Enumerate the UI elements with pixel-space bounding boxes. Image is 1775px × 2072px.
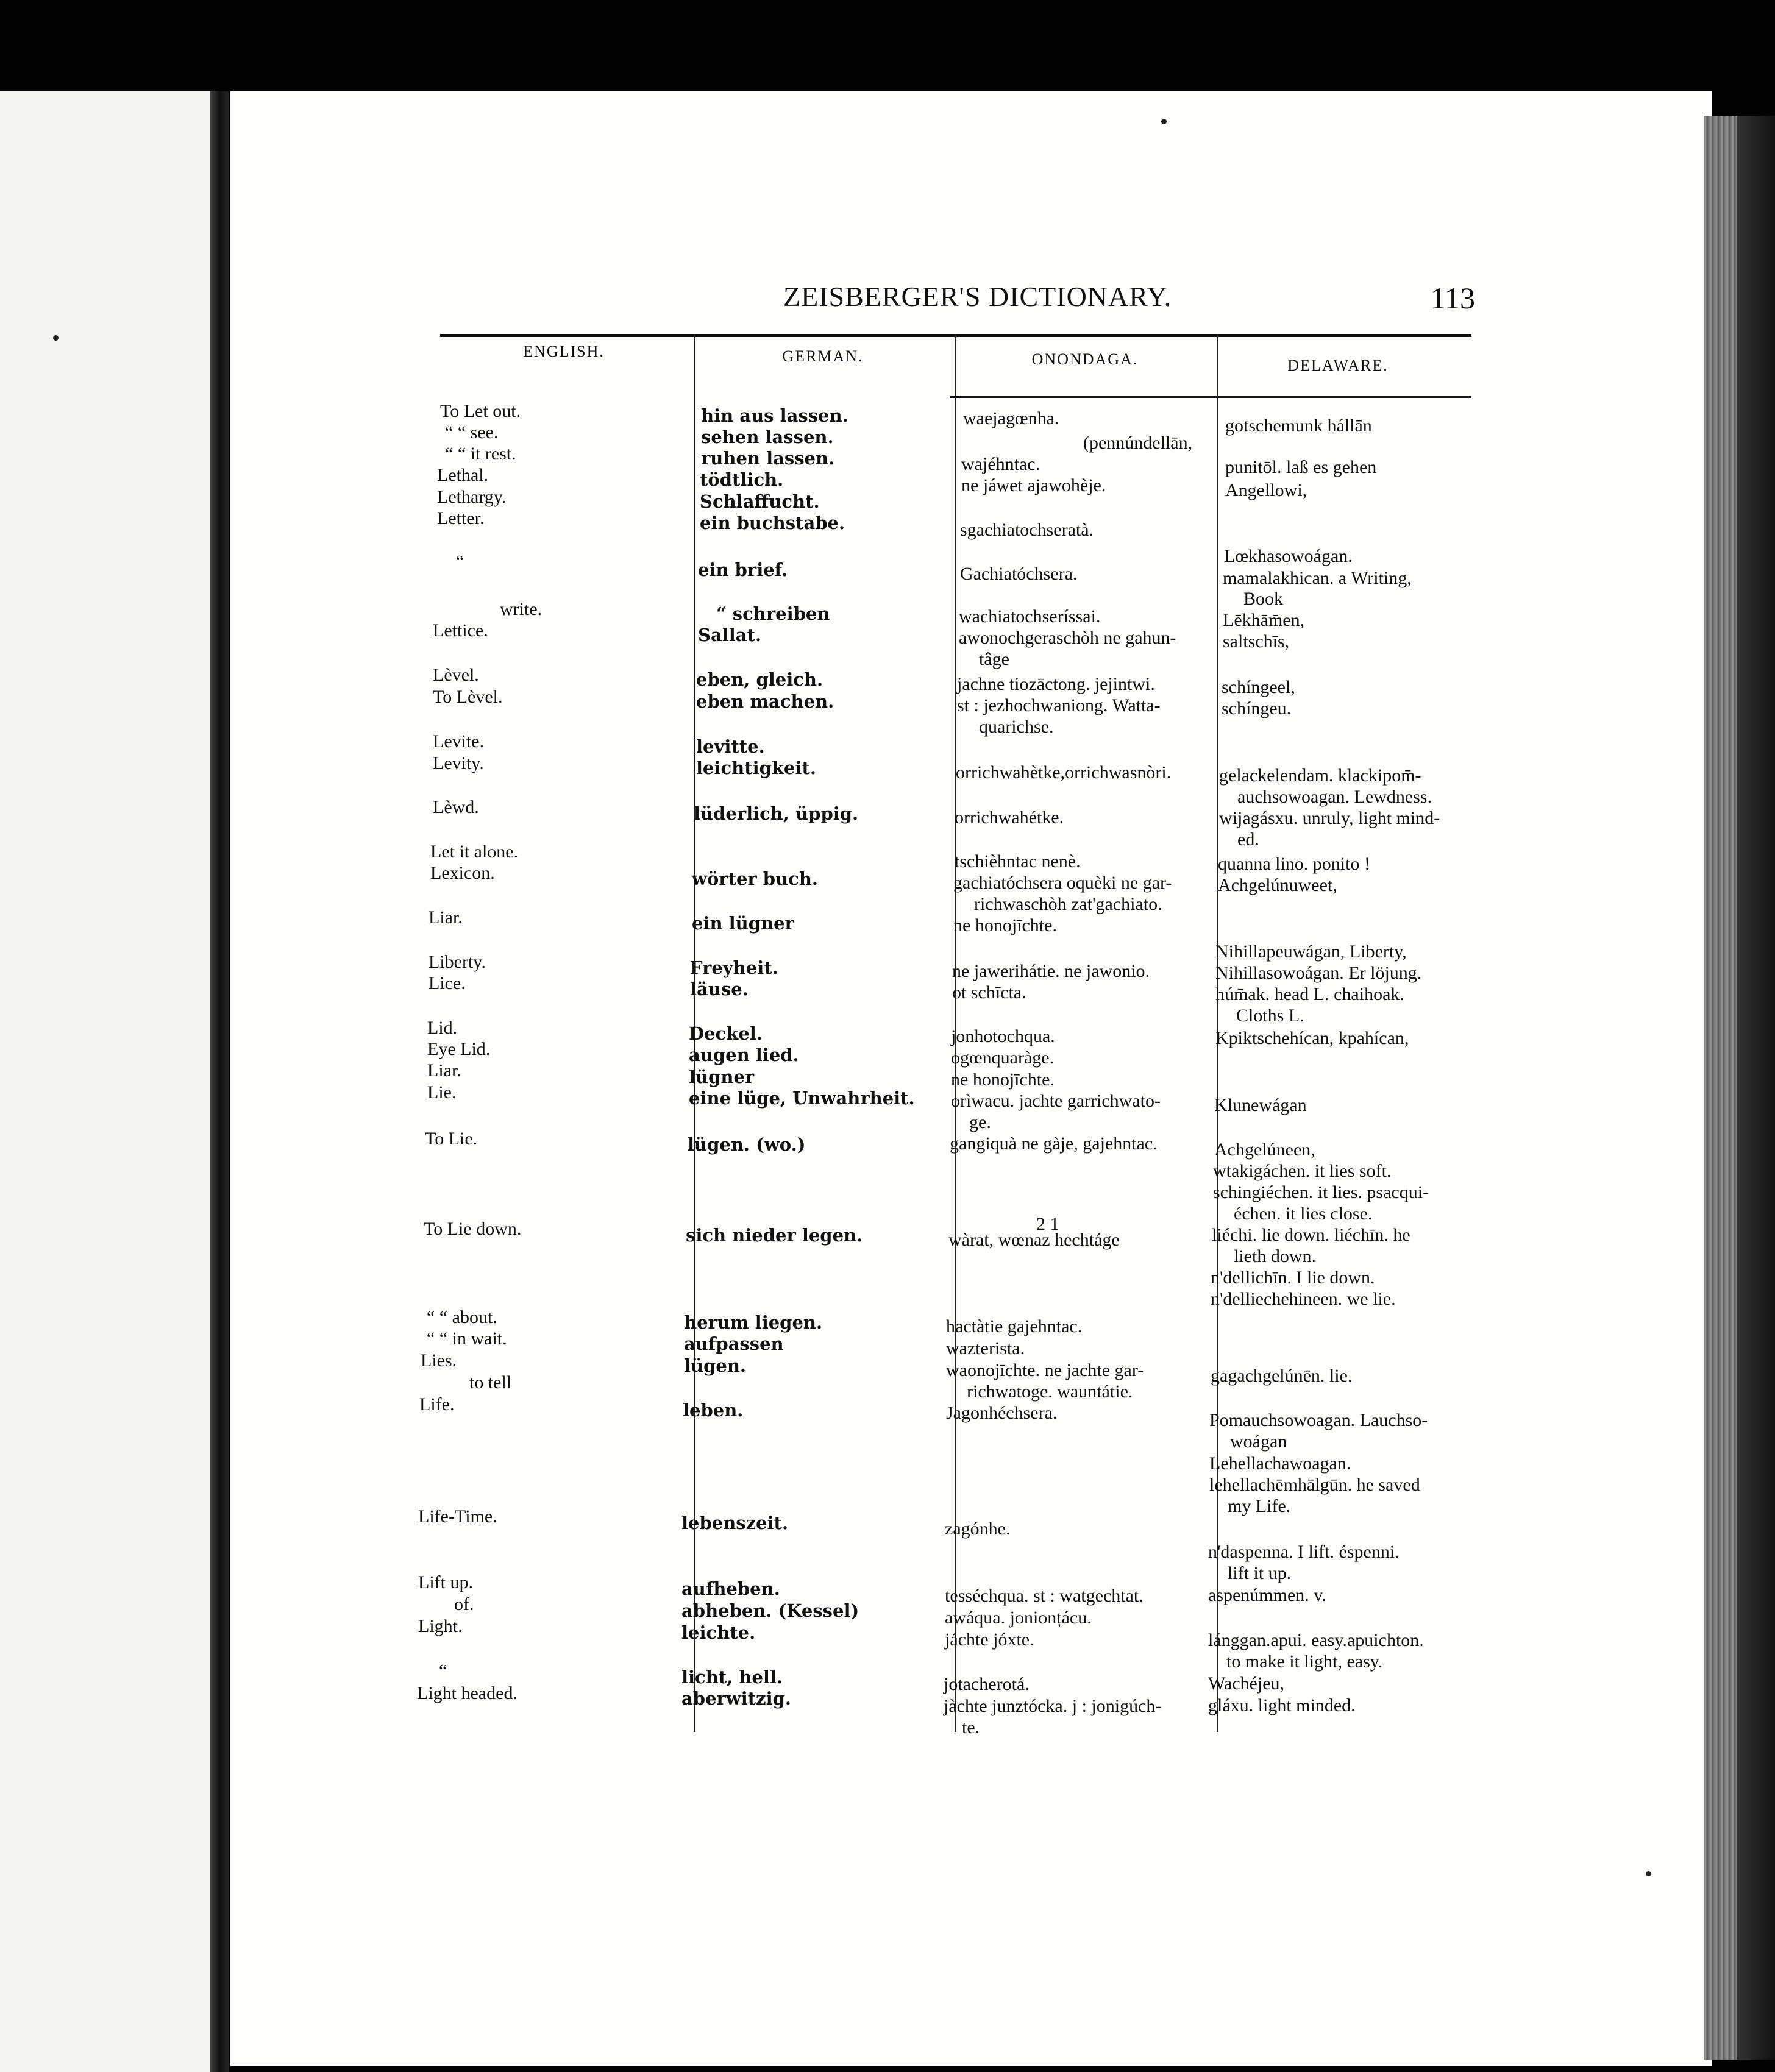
page-number: 113 — [1430, 281, 1475, 315]
entry-onon: st : jezhochwaniong. Watta- — [957, 695, 1161, 715]
entry-onon: tschièhntac nenè. — [955, 851, 1081, 871]
entry-onon: waejagœnha. — [963, 408, 1059, 428]
entry-dela: schíngeel, — [1222, 677, 1295, 697]
entry-german: eine lüge, Unwahrheit. — [689, 1088, 915, 1109]
entry-english: Lèwd. — [433, 797, 479, 817]
entry-onon: jachne tiozāctong. jejintwi. — [957, 674, 1155, 694]
entry-english: “ “ it rest. — [445, 444, 516, 464]
entry-english: “ “ about. — [427, 1307, 497, 1327]
entry-english: Life-Time. — [418, 1506, 497, 1527]
entry-english: to tell — [469, 1372, 512, 1393]
entry-german: sich nieder legen. — [686, 1225, 863, 1246]
entry-dela: gelackelendam. klackipom̄- — [1219, 765, 1421, 786]
entry-dela: Pomauchsowoagan. Lauchso- — [1209, 1410, 1428, 1430]
entry-dela: gotschemunk hállān — [1225, 416, 1372, 436]
entry-dela: to make it light, easy. — [1226, 1652, 1383, 1672]
entry-onon: awáqua. jonionțácu. — [945, 1608, 1092, 1628]
entry-german: ruhen lassen. — [701, 448, 835, 469]
entry-german: lügen. (wo.) — [688, 1134, 806, 1155]
entry-onon: gachiatóchsera oquèki ne gar- — [953, 873, 1172, 893]
column-header-german: GERMAN. — [782, 347, 864, 365]
entry-dela: Achgelúnuweet, — [1218, 875, 1337, 895]
entry-dela: lieth down. — [1234, 1246, 1316, 1266]
entry-german: hin aus lassen. — [701, 405, 848, 426]
entry-onon: ne jáwet ajawohèje. — [961, 475, 1106, 495]
entry-german: ein buchstabe. — [700, 513, 845, 533]
entry-onon: awonochgeraschòh ne gahun- — [959, 628, 1176, 648]
entry-onon: wazterista. — [946, 1338, 1025, 1358]
entry-german: licht, hell. — [681, 1667, 783, 1687]
entry-onon: Gachiatóchsera. — [960, 564, 1078, 584]
entry-dela: aspenúmmen. v. — [1208, 1585, 1326, 1605]
entry-english: Liberty. — [429, 952, 486, 972]
entry-german: levitte. — [696, 736, 765, 757]
entry-onon: te. — [962, 1717, 980, 1737]
entry-english: Liar. — [427, 1060, 461, 1080]
entry-dela: Angellowi, — [1225, 480, 1307, 500]
entry-onon: hactàtie gajehntac. — [946, 1316, 1083, 1336]
entry-english: To Lèvel. — [433, 687, 503, 707]
entry-english: Lethargy. — [437, 487, 507, 507]
entry-english: Lies. — [421, 1350, 457, 1371]
entry-dela: Kpiktschehícan, kpahícan, — [1215, 1028, 1409, 1048]
entry-onon: wachiatochseríssai. — [959, 606, 1101, 626]
column-header-delaware: DELAWARE. — [1287, 357, 1389, 374]
entry-dela: lánggan.apui. easy.apuichton. — [1208, 1630, 1424, 1650]
entry-dela: n'daspenna. I lift. éspenni. — [1208, 1542, 1400, 1562]
entry-german: eben, gleich. — [696, 669, 823, 690]
entry-german: abheben. (Kessel) — [681, 1600, 859, 1621]
entry-onon: tesséchqua. st : watgechtat. — [945, 1586, 1144, 1606]
entry-german: wörter buch. — [692, 868, 819, 889]
entry-dela: lehellachēmhālgūn. he saved — [1209, 1475, 1420, 1495]
entry-dela: gláxu. light minded. — [1208, 1695, 1356, 1715]
entry-dela: Lehellachawoagan. — [1209, 1453, 1351, 1474]
entry-german: lebenszeit. — [681, 1513, 789, 1533]
entry-german: aberwitzig. — [681, 1688, 792, 1709]
entry-dela: échen. it lies close. — [1234, 1204, 1373, 1224]
entry-german: “ schreiben — [716, 603, 830, 624]
entry-english: Lexicon. — [430, 863, 495, 883]
entry-onon: jàchte junztócka. j : jonigúch- — [944, 1696, 1162, 1716]
entry-onon: ge. — [969, 1112, 991, 1132]
entry-onon: jotacherotá. — [944, 1674, 1030, 1694]
entry-dela: n'delliechehineen. we lie. — [1211, 1289, 1396, 1309]
entry-english: “ — [456, 552, 464, 572]
entry-onon: ogœnquaràge. — [951, 1048, 1055, 1068]
entry-onon: richwaschòh zat'gachiato. — [974, 894, 1162, 914]
entry-dela: Cloths L. — [1236, 1006, 1304, 1026]
entry-dela: mamalakhican. a Writing, — [1223, 568, 1412, 588]
entry-german: Schlaffucht. — [700, 491, 820, 512]
entry-onon: orìwacu. jachte garrichwato- — [951, 1091, 1161, 1111]
entry-onon: Jagonhéchsera. — [946, 1403, 1058, 1423]
entry-english: “ — [439, 1661, 447, 1681]
entry-english: Lid. — [427, 1018, 458, 1038]
entry-dela: Klunewágan — [1214, 1095, 1307, 1115]
entry-english: To Lie. — [425, 1129, 478, 1149]
entry-english: Light. — [418, 1616, 463, 1636]
entry-english: Lice. — [429, 973, 466, 993]
entry-english: “ “ see. — [445, 422, 499, 442]
entry-onon: waonojīchte. ne jachte gar- — [946, 1360, 1144, 1380]
scan-speck — [1646, 1871, 1651, 1876]
entry-english: To Let out. — [440, 401, 521, 421]
entry-english: of. — [454, 1594, 474, 1614]
entry-german: aufheben. — [681, 1578, 780, 1599]
entry-onon: jonhotochqua. — [951, 1026, 1055, 1046]
entry-german: Deckel. — [689, 1023, 763, 1044]
entry-german: leben. — [683, 1400, 744, 1421]
entry-onon: richwatoge. wauntátie. — [967, 1382, 1133, 1402]
entry-onon: orrichwahètke,orrichwasnòri. — [956, 762, 1172, 782]
entry-dela: liéchi. lie down. liéchīn. he — [1212, 1225, 1410, 1245]
entry-english: Light headed. — [417, 1683, 518, 1703]
entry-german: tödtlich. — [700, 469, 784, 490]
entry-dela: Lœkhasowoágan. — [1224, 546, 1353, 566]
entry-onon: orrichwahétke. — [955, 807, 1064, 828]
entry-german: herum liegen. — [684, 1312, 823, 1333]
entry-dela: Achgelúneen, — [1214, 1140, 1315, 1160]
entry-onon: zagónhe. — [945, 1519, 1011, 1539]
entry-onon: (pennúndellān, — [1083, 433, 1193, 453]
entry-english: Levite. — [433, 731, 485, 751]
entry-german: leichtigkeit. — [696, 757, 816, 778]
entry-english: Lift up. — [418, 1572, 473, 1592]
entry-english: To Lie down. — [424, 1219, 522, 1239]
entry-german: läuse. — [690, 979, 749, 999]
entry-german: Sallat. — [698, 625, 762, 645]
entry-dela: lift it up. — [1228, 1563, 1292, 1583]
column-header-english: ENGLISH. — [523, 342, 605, 360]
entry-german: lüderlich, üppig. — [694, 803, 859, 824]
entry-onon: wàrat, wœnaz hechtáge — [948, 1230, 1120, 1250]
entry-dela: Wachéjeu, — [1208, 1673, 1285, 1694]
entry-german: sehen lassen. — [701, 427, 834, 447]
entry-german: lügner — [689, 1066, 755, 1087]
entry-german: leichte. — [681, 1622, 756, 1643]
entry-onon: ne honojīchte. — [953, 915, 1057, 935]
entry-onon: ne jawerihátie. ne jawonio. — [952, 961, 1150, 981]
entry-german: Freyheit. — [690, 957, 778, 978]
entry-german: aufpassen — [684, 1333, 784, 1354]
entry-english: Life. — [419, 1394, 455, 1414]
entry-dela: Nihillapeuwágan, Liberty, — [1215, 942, 1407, 962]
entry-german: augen lied. — [689, 1045, 799, 1065]
entry-dela: woágan — [1230, 1432, 1287, 1452]
entry-german: ein brief. — [698, 559, 788, 580]
entry-dela: wtakigáchen. it lies soft. — [1213, 1161, 1392, 1181]
entry-english: Letter. — [437, 508, 485, 528]
entry-onon: quarichse. — [979, 717, 1054, 737]
entry-dela: Book — [1243, 589, 1284, 609]
entry-onon: ne honojīchte. — [951, 1070, 1055, 1090]
entry-german: ein lügner — [692, 913, 794, 934]
entry-german: eben machen. — [696, 691, 834, 712]
entry-dela: quanna lino. ponito ! — [1218, 854, 1370, 874]
entry-dela: schingiéchen. it lies. psacqui- — [1213, 1182, 1429, 1202]
entry-dela: auchsowoagan. Lewdness. — [1237, 787, 1432, 807]
entry-onon: ot schīcta. — [952, 982, 1026, 1002]
entry-dela: schíngeu. — [1222, 698, 1292, 718]
entry-onon: gangiquà ne gàje, gajehntac. — [950, 1134, 1158, 1154]
scan-speck — [1161, 119, 1167, 124]
entry-onon: tâge — [979, 649, 1009, 669]
entry-dela: húm̄ak. head L. chaihoak. — [1215, 984, 1404, 1004]
entry-dela: saltschīs, — [1223, 631, 1290, 651]
entry-dela: Nihillasowoágan. Er löjung. — [1215, 963, 1422, 983]
entry-english: Lettice. — [433, 620, 488, 640]
entry-dela: Lēkhām̄en, — [1223, 610, 1305, 630]
entry-onon: 2 1 — [1036, 1214, 1059, 1234]
column-header-onondaga: ONONDAGA. — [1031, 350, 1139, 368]
entry-onon: jáchte jóxte. — [945, 1630, 1034, 1650]
entry-dela: my Life. — [1228, 1496, 1291, 1516]
entry-english: “ “ in wait. — [427, 1329, 507, 1349]
entry-onon: sgachiatochseratà. — [960, 520, 1094, 540]
entry-german: lügen. — [684, 1355, 747, 1376]
entry-dela: gagachgelúnēn. lie. — [1211, 1366, 1353, 1386]
entry-dela: ed. — [1237, 829, 1259, 850]
entry-dela: punitōl. laß es gehen — [1225, 457, 1377, 477]
entry-english: Lèvel. — [433, 665, 479, 685]
entry-onon: wajéhntac. — [961, 454, 1040, 474]
entry-english: write. — [500, 599, 542, 619]
entry-english: Levity. — [433, 753, 484, 773]
entry-dela: n'dellichīn. I lie down. — [1211, 1268, 1375, 1288]
entry-english: Lie. — [427, 1082, 457, 1102]
entry-english: Lethal. — [437, 465, 489, 485]
entry-english: Eye Lid. — [427, 1039, 491, 1059]
running-title: ZEISBERGER'S DICTIONARY. — [783, 281, 1172, 312]
scan-speck — [53, 335, 59, 341]
entry-english: Liar. — [429, 907, 463, 928]
entry-english: Let it alone. — [430, 842, 519, 862]
entry-dela: wijagásxu. unruly, light mind- — [1219, 808, 1440, 828]
